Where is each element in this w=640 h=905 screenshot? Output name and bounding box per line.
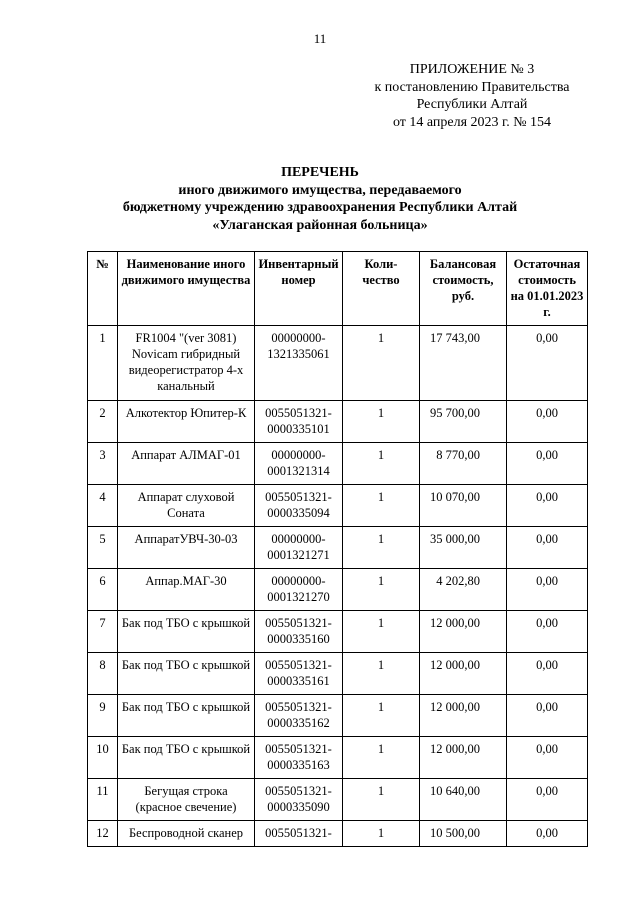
cell-quantity: 1 [343,401,420,443]
cell-name: FR1004 "(ver 3081) Novicam гибридный видеорегистратор 4-х канальный [118,326,255,401]
cell-num: 3 [88,443,118,485]
cell-balance: 17 743,00 [420,326,507,401]
cell-num: 12 [88,821,118,847]
cell-residual: 0,00 [507,653,588,695]
cell-balance: 10 500,00 [420,821,507,847]
cell-num: 5 [88,527,118,569]
table-row [88,569,588,611]
cell-name: Алкотектор Юпитер-К [118,401,255,443]
cell-residual: 0,00 [507,326,588,401]
header-name: Наименование иного движимого имущества [118,252,255,326]
cell-inventory: 0055051321-0000335163 [255,737,343,779]
cell-residual: 0,00 [507,821,588,847]
cell-quantity: 1 [343,695,420,737]
cell-num: 2 [88,401,118,443]
cell-balance: 35 000,00 [420,527,507,569]
cell-name: Аппарат АЛМАГ-01 [118,443,255,485]
table-row [88,737,588,779]
cell-name: Бак под ТБО с крышкой [118,611,255,653]
cell-quantity: 1 [343,326,420,401]
table-row [88,695,588,737]
cell-quantity: 1 [343,737,420,779]
title-line: бюджетному учреждению здравоохранения Республики Алтай [122,200,518,215]
cell-inventory: 00000000-0001321270 [255,569,343,611]
cell-quantity: 1 [343,611,420,653]
cell-inventory: 0055051321-0000335094 [255,485,343,527]
table-row [88,527,588,569]
cell-residual: 0,00 [507,737,588,779]
title-line: иного движимого имущества, передаваемого [178,182,462,198]
header-residual: Остаточная стоимость на 01.01.2023 г. [507,252,588,326]
cell-inventory: 00000000-0001321271 [255,527,343,569]
cell-inventory: 0055051321-0000335160 [255,611,343,653]
cell-residual: 0,00 [507,569,588,611]
cell-name: Беспроводной сканер [118,821,255,847]
cell-name: Бак под ТБО с крышкой [118,737,255,779]
table-row [88,326,588,401]
cell-inventory: 0055051321-0000335090 [255,779,343,821]
cell-name: Аппар.МАГ-30 [118,569,255,611]
table-row [88,779,588,821]
cell-inventory: 0055051321-0000335161 [255,653,343,695]
appendix-line: от 14 апреля 2023 г. № 154 [392,114,552,130]
table-row [88,485,588,527]
property-table [87,251,588,847]
cell-quantity: 1 [343,485,420,527]
cell-residual: 0,00 [507,527,588,569]
cell-num: 4 [88,485,118,527]
cell-inventory: 0055051321-0000335162 [255,695,343,737]
table-row [88,401,588,443]
cell-num: 6 [88,569,118,611]
cell-quantity: 1 [343,443,420,485]
cell-balance: 12 000,00 [420,653,507,695]
cell-quantity: 1 [343,653,420,695]
cell-balance: 4 202,80 [420,569,507,611]
appendix-block [360,61,584,131]
cell-num: 1 [88,326,118,401]
cell-balance: 10 070,00 [420,485,507,527]
cell-num: 10 [88,737,118,779]
cell-residual: 0,00 [507,695,588,737]
cell-residual: 0,00 [507,485,588,527]
cell-residual: 0,00 [507,401,588,443]
cell-num: 9 [88,695,118,737]
cell-balance: 10 640,00 [420,779,507,821]
cell-num: 8 [88,653,118,695]
header-num: № [88,252,118,326]
cell-name: Бак под ТБО с крышкой [118,653,255,695]
cell-quantity: 1 [343,779,420,821]
table-row [88,821,588,847]
cell-quantity: 1 [343,527,420,569]
table-row [88,443,588,485]
cell-balance: 95 700,00 [420,401,507,443]
table-row [88,653,588,695]
appendix-line: к постановлению Правительства [374,79,570,95]
cell-balance: 12 000,00 [420,695,507,737]
cell-residual: 0,00 [507,611,588,653]
cell-name: Аппарат слуховой Соната [118,485,255,527]
cell-num: 11 [88,779,118,821]
cell-name: АппаратУВЧ-30-03 [118,527,255,569]
table-row [88,611,588,653]
table-header-row [88,252,588,326]
header-quantity: Коли-чество [343,252,420,326]
cell-balance: 8 770,00 [420,443,507,485]
appendix-line: Республики Алтай [416,97,528,112]
cell-balance: 12 000,00 [420,737,507,779]
cell-name: Бегущая строка (красное свечение) [118,779,255,821]
appendix-line: ПРИЛОЖЕНИЕ № 3 [409,62,535,77]
document-title [0,164,640,234]
cell-inventory: 0055051321-0000335101 [255,401,343,443]
title-line: ПЕРЕЧЕНЬ [281,165,359,180]
header-inventory: Инвентарный номер [255,252,343,326]
cell-residual: 0,00 [507,779,588,821]
header-balance: Балансовая стоимость, руб. [420,252,507,326]
cell-residual: 0,00 [507,443,588,485]
cell-inventory: 00000000-0001321314 [255,443,343,485]
title-line: «Улаганская районная больница» [212,217,428,233]
cell-quantity: 1 [343,821,420,847]
page-number: 11 [313,31,327,46]
cell-inventory: 0055051321- [255,821,343,847]
cell-name: Бак под ТБО с крышкой [118,695,255,737]
cell-num: 7 [88,611,118,653]
cell-inventory: 00000000-1321335061 [255,326,343,401]
cell-quantity: 1 [343,569,420,611]
cell-balance: 12 000,00 [420,611,507,653]
